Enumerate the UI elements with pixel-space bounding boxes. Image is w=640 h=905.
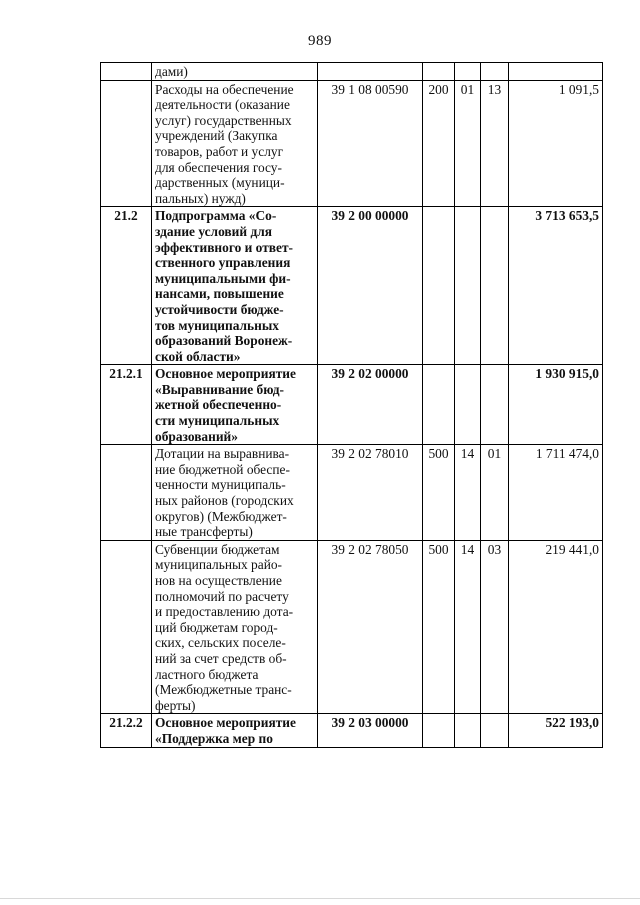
section-code: 01 (455, 80, 481, 207)
section-code (455, 63, 481, 81)
subsection-code (481, 365, 509, 445)
amount: 219 441,0 (509, 540, 603, 714)
subsection-code: 13 (481, 80, 509, 207)
description-line: нансами, повышение (155, 286, 284, 302)
amount: 1 930 915,0 (509, 365, 603, 445)
table-row (101, 365, 603, 445)
amount (509, 63, 603, 81)
description-line: деятельности (оказание (155, 97, 290, 113)
description-line: ской области» (155, 348, 241, 364)
target-article-code (318, 63, 423, 81)
description-line: для обеспечения госу- (155, 159, 282, 175)
budget-table (100, 62, 603, 748)
row-number: 21.2 (101, 207, 152, 365)
description-line: дами) (155, 64, 188, 79)
description-line: полномочий по расчету (155, 588, 289, 604)
expense-type-code (423, 365, 455, 445)
expense-type-code (423, 714, 455, 747)
description-line: дарственных (муници- (155, 175, 285, 191)
description-line: сти муниципальных (155, 413, 280, 429)
description-line: Субвенции бюджетам (155, 541, 280, 557)
subsection-code: 03 (481, 540, 509, 714)
row-description (152, 365, 318, 445)
row-description (152, 80, 318, 207)
description-line: Подпрограмма «Со- (155, 208, 277, 224)
description-line: ферты) (155, 697, 196, 713)
description-line: ластного бюджета (155, 666, 259, 682)
subsection-code (481, 63, 509, 81)
description-line: «Поддержка мер по (155, 730, 273, 746)
row-description (152, 714, 318, 747)
description-line: (Межбюджетные транс- (155, 682, 292, 698)
description-line: муниципальных райо- (155, 557, 283, 573)
table-row (101, 80, 603, 207)
subsection-code: 01 (481, 445, 509, 541)
description-line: ние бюджетной обеспе- (155, 461, 290, 477)
target-article-code: 39 2 02 00000 (318, 365, 423, 445)
amount: 1 091,5 (509, 80, 603, 207)
row-description (152, 207, 318, 365)
expense-type-code: 200 (423, 80, 455, 207)
description-line: устойчивости бюдже- (155, 301, 284, 317)
expense-type-code: 500 (423, 445, 455, 541)
amount: 522 193,0 (509, 714, 603, 747)
description-line: пальных) нужд) (155, 190, 246, 206)
description-line: муниципальными фи- (155, 270, 291, 286)
row-number (101, 63, 152, 81)
description-line: Дотации на выравнива- (155, 446, 290, 462)
description-line: образований» (155, 428, 238, 444)
target-article-code: 39 2 03 00000 (318, 714, 423, 747)
page-bottom-rule (0, 898, 640, 899)
row-number (101, 540, 152, 714)
section-code (455, 365, 481, 445)
description-line: ных районов (городских (155, 493, 294, 509)
description-line: учреждений (Закупка (155, 128, 278, 144)
subsection-code (481, 714, 509, 747)
target-article-code: 39 2 00 00000 (318, 207, 423, 365)
description-line: услуг) государственных (155, 112, 292, 128)
table-row (101, 540, 603, 714)
expense-type-code (423, 63, 455, 81)
section-code: 14 (455, 445, 481, 541)
row-description (152, 540, 318, 714)
section-code (455, 714, 481, 747)
row-number (101, 80, 152, 207)
description-line: округов) (Межбюджет- (155, 508, 287, 524)
row-number: 21.2.1 (101, 365, 152, 445)
row-number (101, 445, 152, 541)
description-line: и предоставлению дота- (155, 604, 294, 620)
section-code (455, 207, 481, 365)
description-line: нов на осуществление (155, 573, 282, 588)
amount: 1 711 474,0 (509, 445, 603, 541)
description-line: «Выравнивание бюд- (155, 381, 284, 397)
expense-type-code (423, 207, 455, 365)
description-line: ные трансферты) (155, 524, 253, 540)
section-code: 14 (455, 540, 481, 714)
target-article-code: 39 2 02 78010 (318, 445, 423, 541)
description-line: ний за счет средств об- (155, 650, 287, 666)
description-line: эффективного и ответ- (155, 239, 293, 255)
amount: 3 713 653,5 (509, 207, 603, 365)
table-row (101, 207, 603, 365)
description-line: Основное мероприятие (155, 715, 296, 731)
description-line: тов муниципальных (155, 317, 280, 333)
description-line: ских, сельских поселе- (155, 635, 286, 651)
description-line: товаров, работ и услуг (155, 143, 284, 159)
description-line: ченности муниципаль- (155, 477, 286, 493)
description-line: Расходы на обеспечение (155, 81, 294, 97)
description-line: образований Воронеж- (155, 333, 293, 349)
table-row (101, 63, 603, 81)
target-article-code: 39 2 02 78050 (318, 540, 423, 714)
description-line: здание условий для (155, 223, 272, 239)
row-number: 21.2.2 (101, 714, 152, 747)
table-row (101, 445, 603, 541)
subsection-code (481, 207, 509, 365)
description-line: Основное мероприятие (155, 366, 296, 382)
row-description (152, 63, 318, 81)
description-line: жетной обеспеченно- (155, 397, 282, 413)
page-number: 989 (308, 33, 332, 49)
row-description (152, 445, 318, 541)
target-article-code: 39 1 08 00590 (318, 80, 423, 207)
description-line: ций бюджетам город- (155, 619, 278, 635)
table-row (101, 714, 603, 747)
expense-type-code: 500 (423, 540, 455, 714)
description-line: ственного управления (155, 255, 291, 271)
